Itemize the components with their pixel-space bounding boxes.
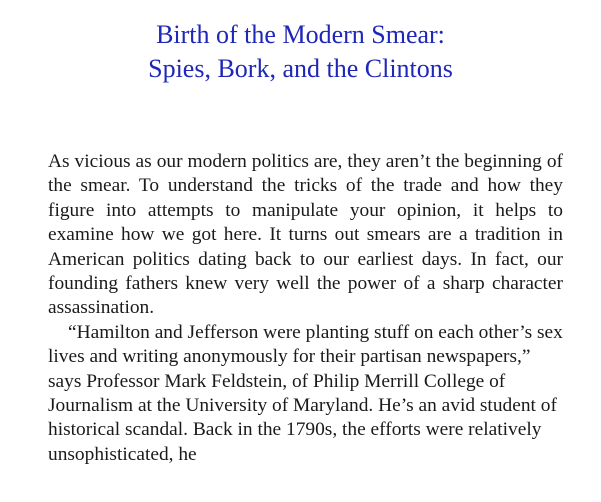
chapter-title-line-2: Spies, Bork, and the Clintons (148, 54, 453, 83)
chapter-title (0, 18, 601, 86)
chapter-body (48, 150, 563, 467)
paragraph-1: As vicious as our modern politics are, they aren’t the beginning of the smear. To understand the tricks of the trade and how they figure into attempts to manipulate your opinion, it helps to examine how we got here. It turns out smears are a tradition in American politics dating back to our earliest days. In fact, our founding fathers knew very well the power of a sharp character assassination. (48, 151, 563, 319)
chapter-title-line-1: Birth of the Modern Smear: (156, 20, 445, 49)
paragraph-2: “Hamilton and Jefferson were planting stuff on each other’s sex lives and writing anonymously for their partisan newspapers,” says Professor Mark Feldstein, of Philip Merrill College of Journalism at the University of Maryland. He’s an avid student of historical scandal. Back in the 1790s, the efforts were relatively unsophisticated, he (48, 321, 563, 465)
